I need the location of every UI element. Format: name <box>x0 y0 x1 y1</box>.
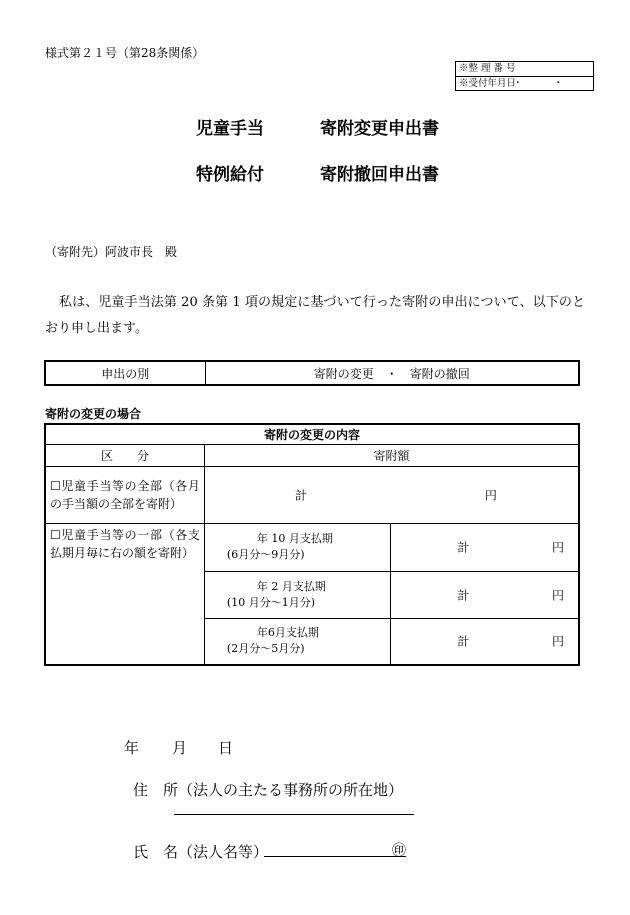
reception-date-label: ※受付年月日 <box>459 78 517 89</box>
amount-june-field[interactable] <box>391 618 579 665</box>
amount-october-yen: 円 <box>551 540 564 555</box>
category-partial-checkbox[interactable]: ☐児童手当等の一部（各支払期月毎に右の額を寄附） <box>45 523 204 665</box>
amount-all-field[interactable] <box>204 466 579 523</box>
seal-mark: ㊞ <box>392 843 406 859</box>
change-section-heading: 寄附の変更の場合 <box>45 407 142 421</box>
date-month-label: 月 <box>172 739 188 757</box>
title-child-allowance: 児童手当 <box>196 119 264 139</box>
date-day-label: 日 <box>218 739 234 757</box>
period-october-line2: (6月分～9月分) <box>226 548 305 561</box>
address-label: 住 所（法人の主たる事務所の所在地） <box>133 781 404 799</box>
period-june-line2: (2月分～5月分) <box>226 642 305 656</box>
title-special-benefit: 特例給付 <box>196 165 264 185</box>
addressee: （寄附先）阿波市長 殿 <box>45 245 178 259</box>
amount-header: 寄附額 <box>204 444 579 466</box>
request-type-table <box>44 360 580 386</box>
period-october <box>204 523 390 571</box>
period-february-line2: (10 月分～1月分) <box>226 595 315 609</box>
name-field-line[interactable] <box>264 856 406 857</box>
request-type-options[interactable]: 寄附の変更 ・ 寄附の撤回 <box>205 361 579 385</box>
amount-june-kei: 計 <box>457 634 470 649</box>
serial-number-field <box>456 62 593 76</box>
amount-february-kei: 計 <box>457 588 470 602</box>
title-withdrawal-request: 寄附撤回申出書 <box>320 165 439 185</box>
reception-date-dots: ・ ・ <box>512 78 577 89</box>
change-detail-table <box>44 423 580 666</box>
period-february <box>204 571 390 618</box>
category-header: 区 分 <box>45 444 204 466</box>
amount-all-yen: 円 <box>484 488 497 502</box>
amount-june-yen: 円 <box>551 634 564 649</box>
reception-box <box>455 61 594 91</box>
amount-october-kei: 計 <box>457 540 470 555</box>
name-label: 氏 名（法人名等） <box>133 843 269 861</box>
period-june-line1: 年6月支払期 <box>256 626 319 640</box>
reception-date-field <box>456 76 593 90</box>
period-february-line1: 年 2 月支払期 <box>256 579 326 593</box>
period-june <box>204 618 390 665</box>
serial-number-label: ※整 理 番 号 <box>459 63 516 74</box>
amount-all-kei: 計 <box>294 488 307 502</box>
amount-february-yen: 円 <box>551 588 564 602</box>
amount-october-field[interactable] <box>391 523 579 571</box>
category-all-checkbox[interactable]: ☐児童手当等の全部（各月の手当額の全部を寄附） <box>45 466 204 523</box>
change-table-title: 寄附の変更の内容 <box>45 424 579 444</box>
period-october-line1: 年 10 月支払期 <box>256 532 333 545</box>
declaration-text: 私は、児童手当法第 20 条第 1 項の規定に基づいて行った寄附の申出について、以下のとおり申し出ます。 <box>45 295 585 336</box>
date-year-label: 年 <box>124 739 140 757</box>
form-number: 様式第２１号（第28条関係） <box>45 46 205 60</box>
address-field-line[interactable] <box>174 814 414 815</box>
amount-february-field[interactable] <box>391 571 579 618</box>
request-type-label: 申出の別 <box>45 361 205 385</box>
title-change-request: 寄附変更申出書 <box>320 119 439 139</box>
